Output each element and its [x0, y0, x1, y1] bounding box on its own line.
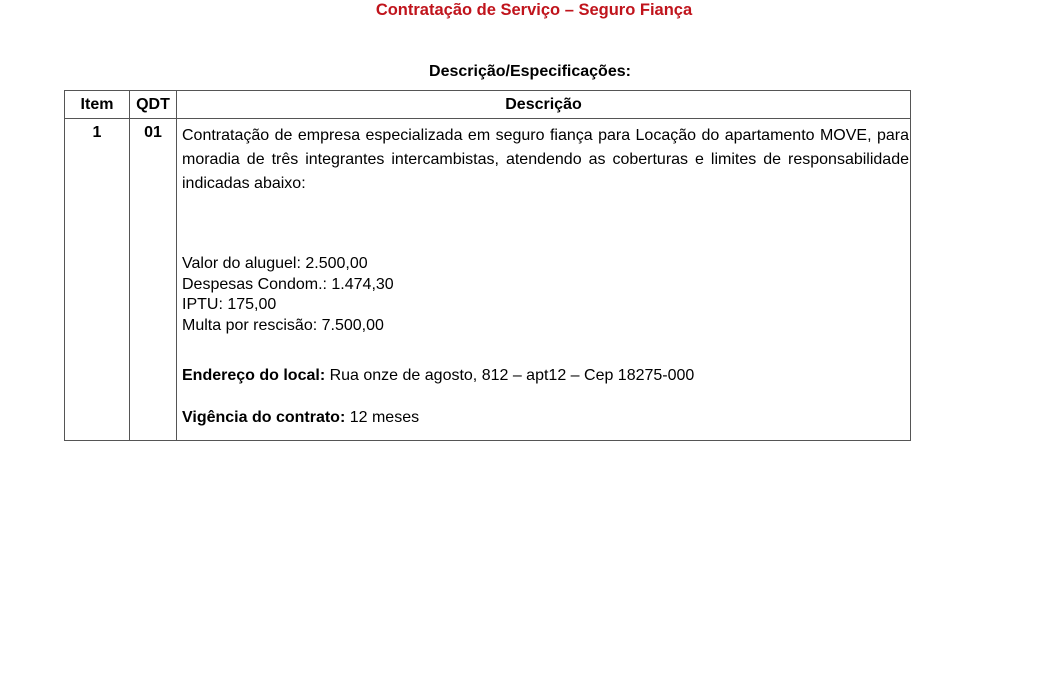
address-line [182, 366, 909, 386]
rent-value: Valor do aluguel: 2.500,00 [182, 255, 368, 272]
termination-fine-value: Multa por rescisão: 7.500,00 [182, 316, 384, 334]
table-row [65, 119, 911, 441]
cell-item-number: 1 [65, 119, 130, 441]
address-value: Rua onze de agosto, 812 – apt12 – Cep 18275-000 [325, 367, 695, 384]
iptu-value: IPTU: 175,00 [182, 296, 277, 313]
section-heading: Descrição/Especificações: [429, 63, 631, 80]
validity-label: Vigência do contrato: [182, 409, 346, 426]
coverage-values [182, 254, 909, 336]
address-label: Endereço do local: [182, 367, 326, 384]
contract-validity-line [182, 408, 909, 428]
condo-fees-value: Despesas Condom.: 1.474,30 [182, 275, 394, 293]
header-item: Item [65, 91, 130, 119]
header-qty: QDT [130, 91, 177, 119]
description-intro: Contratação de empresa especializada em seguro fiança para Locação do apartamento MOVE, para moradia de três integrantes intercambistas, atendendo as coberturas e limites de responsabilidade indicadas abaixo: [182, 127, 909, 192]
specification-table [64, 90, 911, 441]
cell-description [177, 119, 911, 441]
document-title: Contratação de Serviço – Seguro Fiança [375, 1, 693, 19]
cell-quantity: 01 [130, 119, 177, 441]
validity-value: 12 meses [345, 409, 420, 426]
header-description: Descrição [177, 91, 911, 119]
table-header-row [65, 91, 911, 119]
